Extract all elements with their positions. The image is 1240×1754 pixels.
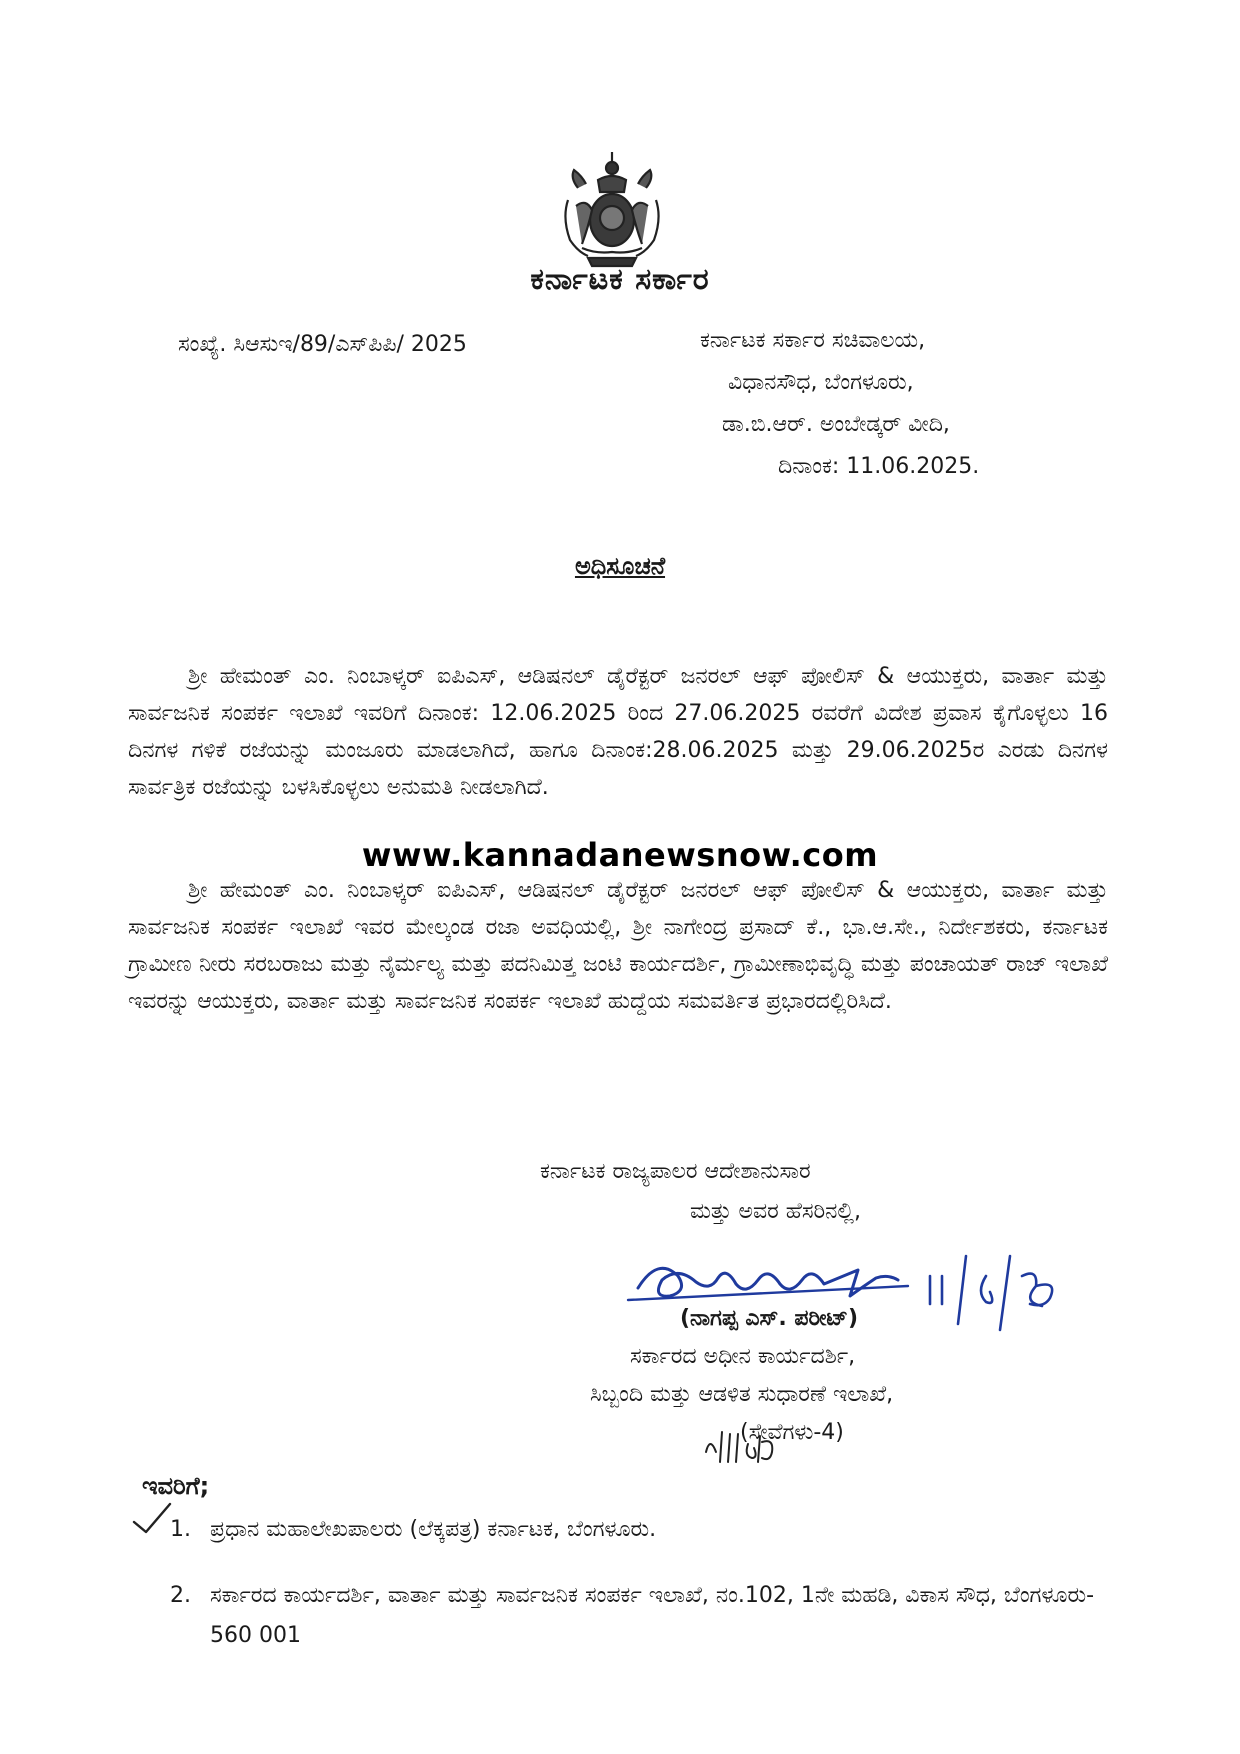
- karnataka-emblem-icon: [548, 148, 676, 272]
- list-item: [170, 1510, 1100, 1550]
- order-line: ಕರ್ನಾಟಕ ರಾಜ್ಯಪಾಲರ ಆದೇಶಾನುಸಾರ: [540, 1159, 811, 1184]
- signer-section: (ಸೇವೆಗಳು-4): [740, 1420, 844, 1445]
- notification-paragraph-2: ಶ್ರೀ ಹೇಮಂತ್ ಎಂ. ನಿಂಬಾಳ್ಕರ್ ಐಪಿಎಸ್, ಆಡಿಷನಲ್ ಡೈರೆಕ್ಟರ್ ಜನರಲ್ ಆಫ್ ಪೋಲಿಸ್ & ಆಯುಕ್ತರು, ವಾರ್ತಾ ಮತ್ತು ಸಾರ್ವಜನಿಕ ಸಂಪರ್ಕ ಇಲಾಖೆ ಇವರ ಮೇಲ್ಕಂಡ ರಜಾ ಅವಧಿಯಲ್ಲಿ, ಶ್ರೀ ನಾಗೇಂದ್ರ ಪ್ರಸಾದ್ ಕೆ., ಭಾ.ಆ.ಸೇ., ನಿರ್ದೇಶಕರು, ಕರ್ನಾಟಕ ಗ್ರಾಮೀಣ ನೀರು ಸರಬರಾಜು ಮತ್ತು ನೈರ್ಮಲ್ಯ ಮತ್ತು ಪದನಿಮಿತ್ತ ಜಂಟಿ ಕಾರ್ಯದರ್ಶಿ, ಗ್ರಾಮೀಣಾಭಿವೃದ್ಧಿ ಮತ್ತು ಪಂಚಾಯತ್ ರಾಜ್ ಇಲಾಖೆ ಇವರನ್ನು ಆಯುಕ್ತರು, ವಾರ್ತಾ ಮತ್ತು ಸಾರ್ವಜನಿಕ ಸಂಪರ್ಕ ಇಲಾಖೆ ಹುದ್ದೆಯ ಸಮವರ್ತಿತ ಪ್ರಭಾರದಲ್ಲಿರಿಸಿದೆ.: [128, 878, 1108, 1014]
- recipients-list: [170, 1510, 1100, 1682]
- document-date: ದಿನಾಂಕ: 11.06.2025.: [778, 454, 980, 479]
- signer-designation: ಸರ್ಕಾರದ ಅಧೀನ ಕಾರ್ಯದರ್ಶಿ,: [630, 1344, 856, 1369]
- recipients-label: ಇವರಿಗೆ;: [142, 1472, 210, 1500]
- office-address: [700, 320, 979, 488]
- list-item-text: ಸರ್ಕಾರದ ಕಾರ್ಯದರ್ಶಿ, ವಾರ್ತಾ ಮತ್ತು ಸಾರ್ವಜನಿಕ ಸಂಪರ್ಕ ಇಲಾಖೆ, ನಂ.102, 1ನೇ ಮಹಡಿ, ವಿಕಾಸ ಸೌಧ, ಬೆಂಗಳೂರು- 560 001: [210, 1583, 1095, 1648]
- notification-title: ಅಧಿಸೂಚನೆ: [574, 552, 666, 580]
- handwritten-initials: [700, 1422, 780, 1470]
- list-item-text: ಪ್ರಧಾನ ಮಹಾಲೇಖಪಾಲರು (ಲೆಕ್ಕಪತ್ರ) ಕರ್ನಾಟಕ, ಬೆಂಗಳೂರು.: [210, 1517, 657, 1542]
- watermark-url: www.kannadanewsnow.com: [361, 836, 879, 874]
- reference-number: ಸಂಖ್ಯೆ. ಸಿಆಸುಇ/89/ಎಸ್‌ಪಿಪಿ/ 2025: [178, 332, 467, 357]
- list-item: [170, 1576, 1100, 1656]
- address-line: ಕರ್ನಾಟಕ ಸರ್ಕಾರ ಸಚಿವಾಲಯ,: [700, 328, 926, 353]
- order-line: ಮತ್ತು ಅವರ ಹೆಸರಿನಲ್ಲಿ,: [690, 1199, 861, 1224]
- government-title: ಕರ್ನಾಟಕ ಸರ್ಕಾರ: [530, 262, 710, 297]
- address-line: ಡಾ.ಬಿ.ಆರ್. ಅಂಬೇಡ್ಕರ್ ವೀದಿ,: [722, 412, 950, 437]
- signer-name: (ನಾಗಪ್ಪ ಎಸ್. ಪರೀಟ್): [680, 1306, 859, 1331]
- notification-paragraph-1: ಶ್ರೀ ಹೇಮಂತ್ ಎಂ. ನಿಂಬಾಳ್ಕರ್ ಐಪಿಎಸ್, ಆಡಿಷನಲ್ ಡೈರೆಕ್ಟರ್ ಜನರಲ್ ಆಫ್ ಪೋಲಿಸ್ & ಆಯುಕ್ತರು, ವಾರ್ತಾ ಮತ್ತು ಸಾರ್ವಜನಿಕ ಸಂಪರ್ಕ ಇಲಾಖೆ ಇವರಿಗೆ ದಿನಾಂಕ: 12.06.2025 ರಿಂದ 27.06.2025 ರವರೆಗೆ ವಿದೇಶ ಪ್ರವಾಸ ಕೈಗೊಳ್ಳಲು 16 ದಿನಗಳ ಗಳಿಕೆ ರಜೆಯನ್ನು ಮಂಜೂರು ಮಾಡಲಾಗಿದೆ, ಹಾಗೂ ದಿನಾಂಕ:28.06.2025 ಮತ್ತು 29.06.2025ರ ಎರಡು ದಿನಗಳ ಸಾರ್ವತ್ರಿಕ ರಜೆಯನ್ನು ಬಳಸಿಕೊಳ್ಳಲು ಅನುಮತಿ ನೀಡಲಾಗಿದೆ.: [128, 664, 1108, 800]
- governor-order-line: [540, 1152, 861, 1232]
- list-item-number: 2.: [170, 1583, 191, 1608]
- signer-department: ಸಿಬ್ಬಂದಿ ಮತ್ತು ಆಡಳಿತ ಸುಧಾರಣೆ ಇಲಾಖೆ,: [590, 1382, 894, 1407]
- address-line: ವಿಧಾನಸೌಧ, ಬೆಂಗಳೂರು,: [728, 370, 914, 395]
- checkmark-icon: [130, 1498, 174, 1538]
- list-item-number: 1.: [170, 1517, 191, 1542]
